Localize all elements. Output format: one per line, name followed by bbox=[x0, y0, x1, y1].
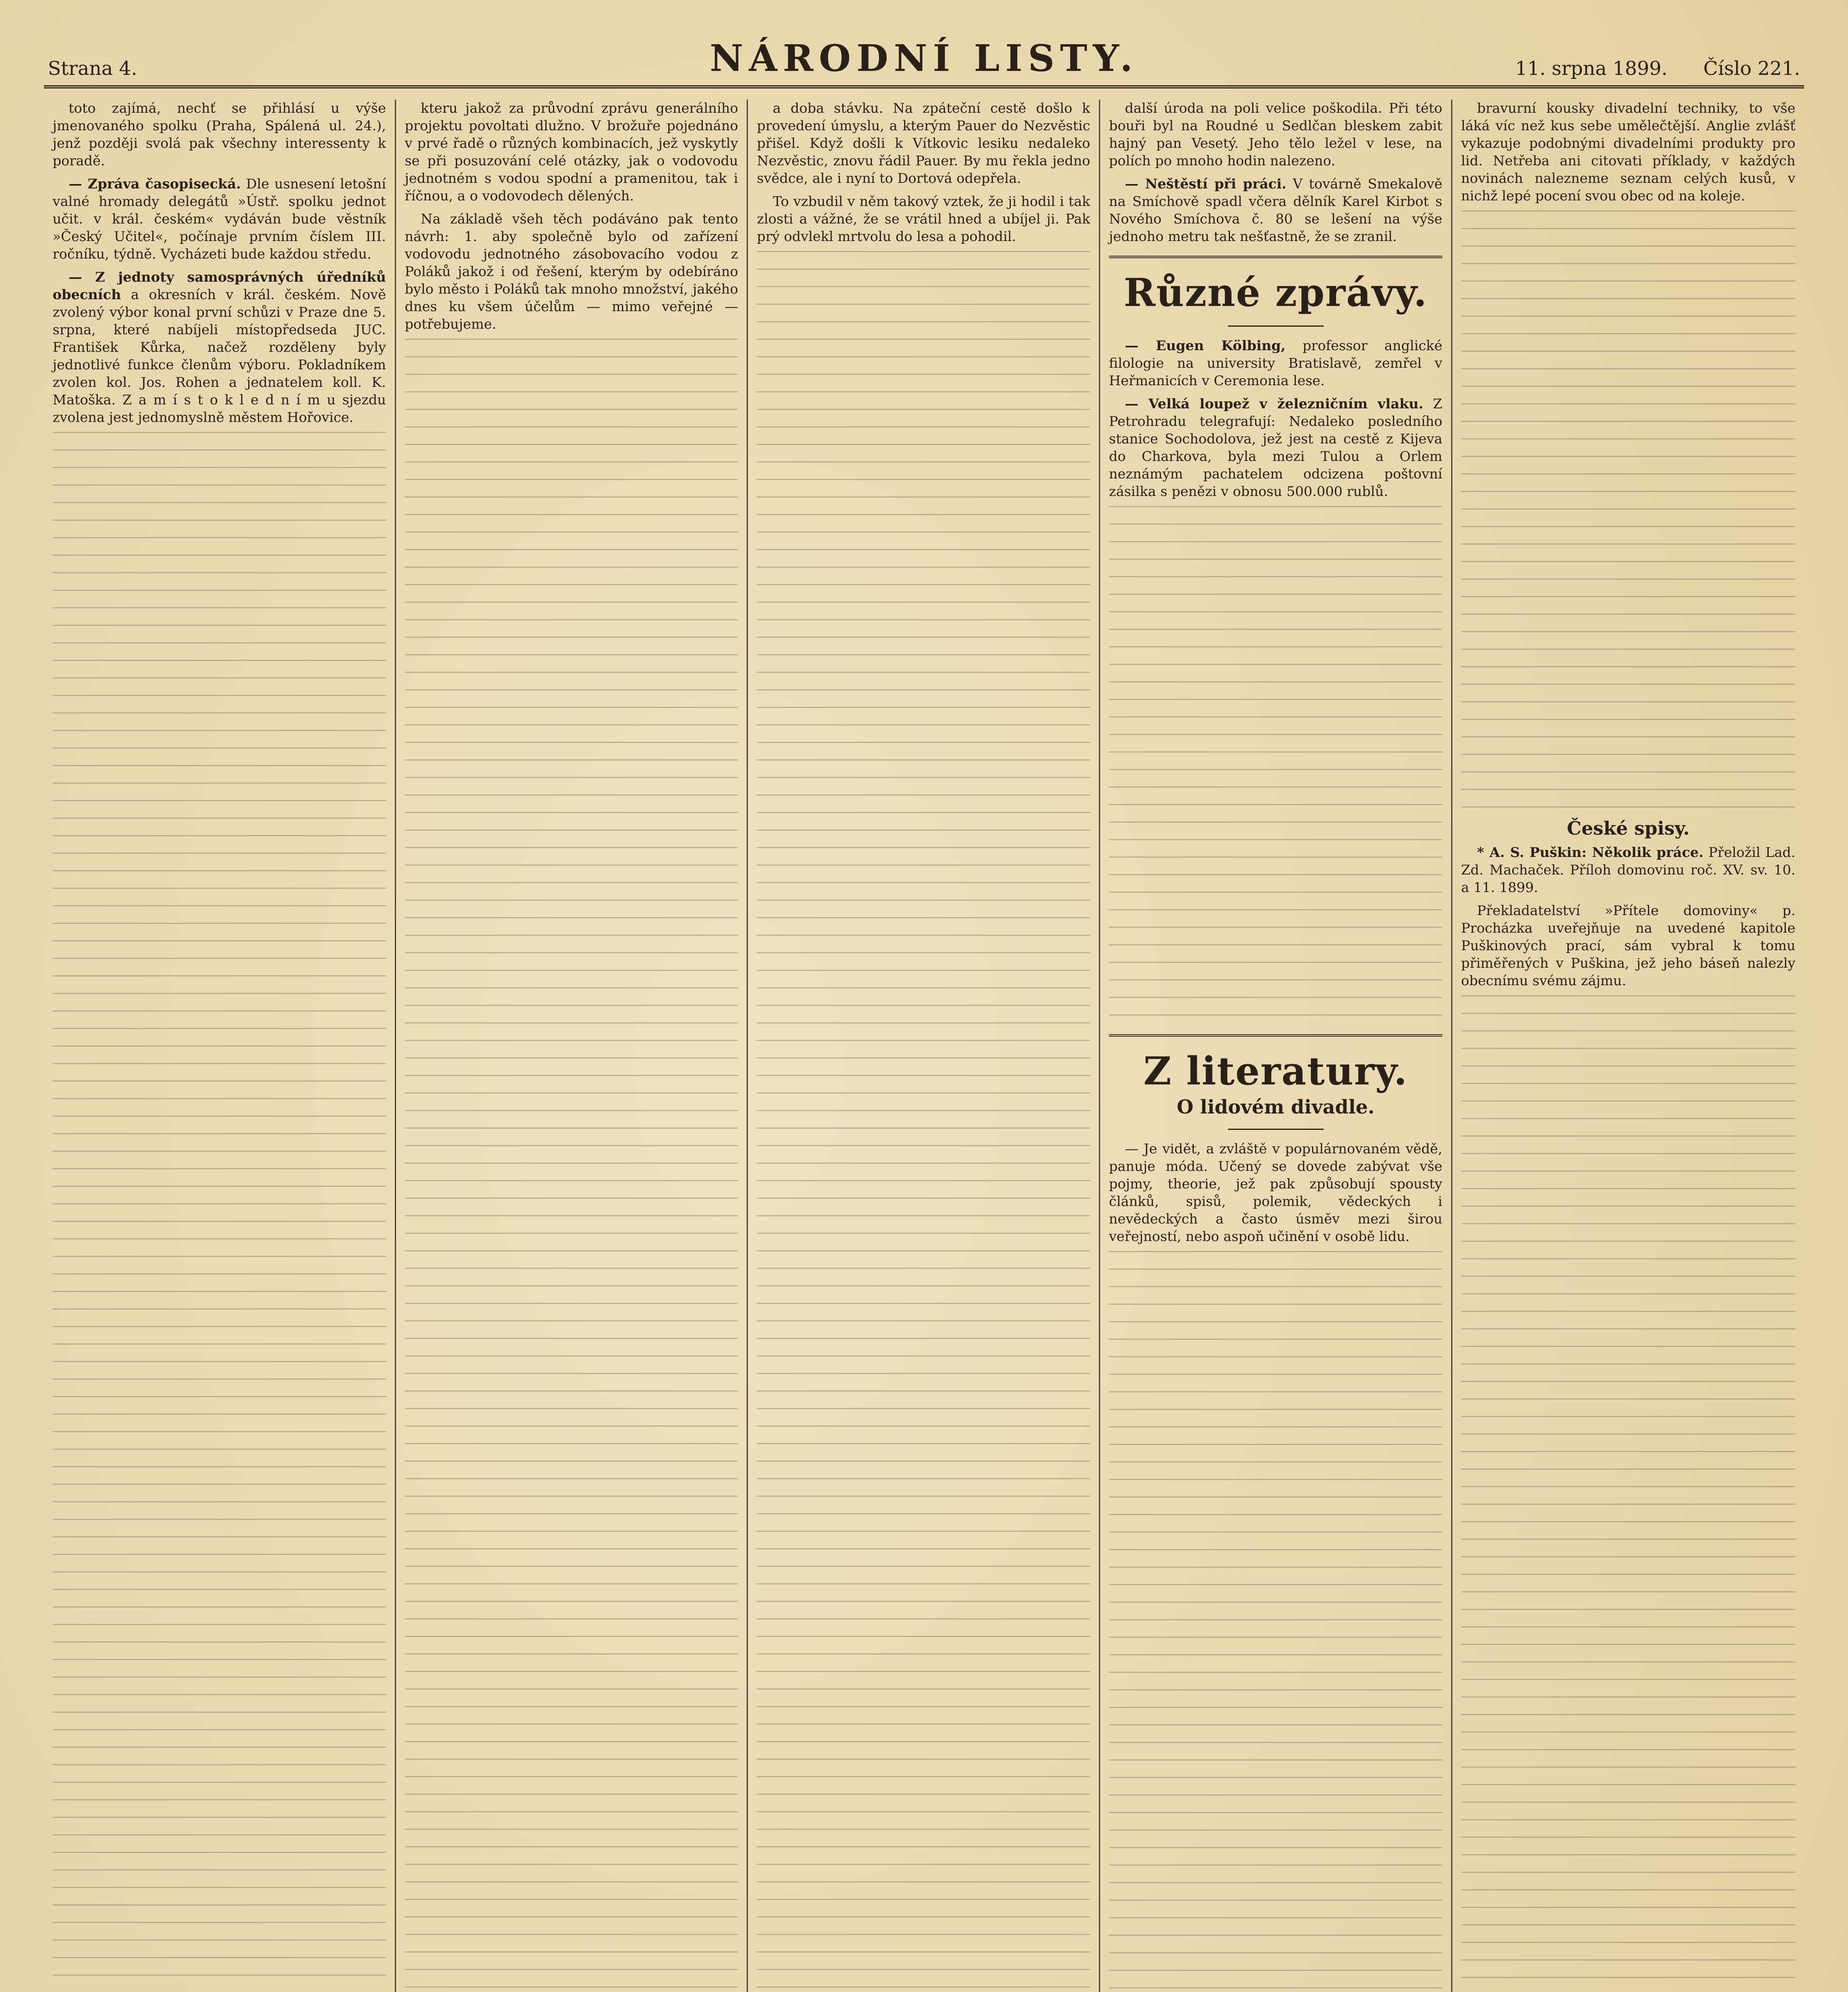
article-paragraph: To vzbudil v něm takový vztek, že ji hodil i tak zlosti a vážné, že se vrátil hned a ubíjel ji. Pak prý odvlekl mrtvolu do lesa a pohodil. bbox=[757, 194, 1091, 245]
article-text: Z Petrohradu telegrafují: Nedaleko posledního stanice Sochodolova, jež jest na cestě z Kijeva do Charkova, byla mezi Tulou a Orlem neznámým pachatelem odcizena poštovní zásilka s penězi v obnosu 500.000 rublů. bbox=[1109, 396, 1442, 500]
article-headline: * A. S. Puškin: Několik práce. bbox=[1477, 845, 1704, 861]
column-2 bbox=[396, 100, 748, 1992]
article-paragraph: a doba stávku. Na zpáteční cestě došlo k provedení úmyslu, a kterým Pauer do Nezvěstic přišel. Když došli k Vítkovic lesiku nedaleko Nezvěstic, znovu řádil Pauer. By mu řekla jedno svědce, ale i nyní to Dortová odepřela. bbox=[757, 100, 1091, 186]
illegible-text-block bbox=[1461, 210, 1795, 808]
article-paragraph: další úroda na poli velice poškodila. Při této bouři byl na Roudné u Sedlčan bleskem zabit hajný pan Vesetý. Jeho tělo ležel v lese, na polích po mnoho hodin nalezeno. bbox=[1109, 100, 1442, 169]
article-text: professor anglické filologie na university Bratislavě, zemřel v Heřmanicích v Ceremonia lese. bbox=[1109, 338, 1442, 389]
article-text: Dle usnesení letošní valné hromady delegátů »Ústř. spolku jednot učit. v král. českém« vydáván bude věstník »Český Učitel«, počínaje prvním číslem III. ročníku, týdně. Vycházeti bude každou středu. bbox=[53, 176, 386, 262]
article-headline: — Z jednoty samosprávných úředníků obecních bbox=[53, 269, 386, 303]
illegible-text-block bbox=[405, 339, 738, 1992]
section-heading-z-literatury: Z literatury. bbox=[1143, 1049, 1408, 1094]
article-text: a okresních v král. českém. Nově zvolený výbor konal první schůzi v Praze dne 5. srpna, které nabíjeli místopředseda JUC. František Kůrka, načež rozděleny byly jednotlivé funkce členům výboru. Pokladníkem zvolen kol. Jos. Rohen a jednatelem koll. K. Matoška. Z a m í s t o k l e d n í m u sjezdu zvolena jest jednomyslně městem Hořovice. bbox=[53, 287, 386, 425]
section-heading-ruzne-zpravy: Různé zprávy. bbox=[1124, 270, 1428, 315]
page-number: Strana 4. bbox=[48, 57, 137, 80]
subsection-heading-ceske-spisy: České spisy. bbox=[1567, 818, 1690, 839]
illegible-text-block bbox=[1109, 1251, 1442, 1992]
section-subheading: O lidovém divadle. bbox=[1177, 1096, 1375, 1118]
article-paragraph: Překladatelství »Přítele domoviny« p. Procházka uveřejňuje na uvedené kapitole Puškinových prací, sám vybral k tomu přiměřených v Puškina, jež jeho báseň nalezly obecnímu svému zájmu. bbox=[1461, 903, 1795, 989]
columns bbox=[44, 100, 1804, 1992]
article-paragraph bbox=[53, 175, 386, 263]
heading-rule bbox=[1228, 325, 1324, 327]
section-divider bbox=[1109, 256, 1442, 258]
article-paragraph: — Je vidět, a zvláště v populárnovaném vědě, panuje móda. Učený se dovede zabývat vše pojmy, theorie, jež pak způsobují spousty článků, spisů, polemik, vědeckých i nevědeckých a často úsměv mezi širou veřejností, nebo aspoň učinění v osobě lidu. bbox=[1109, 1141, 1442, 1245]
article-headline: — Zpráva časopisecká. bbox=[69, 176, 241, 192]
article-paragraph: Na základě všeh těch podáváno pak tento návrh: 1. aby společně bylo od zařízení vodovodu jednotného zásobovacího vodou z Poláků jakož i od řešení, kterým by odebíráno bylo město i Poláků tak mnoho množství, jakého dnes ku všem účelům — mimo veřejné — potřebujeme. bbox=[404, 211, 738, 332]
article-paragraph bbox=[1461, 844, 1795, 896]
illegible-text-block bbox=[757, 251, 1090, 1992]
article-headline: — Velká loupež v železničním vlaku. bbox=[1125, 396, 1424, 412]
masthead bbox=[44, 36, 1804, 88]
article-text: V továrně Smekalově na Smíchově spadl včera dělník Karel Kirbot s Nového Smíchova č. 80 se lešení na výše jednoho metru tak nešťastně, že se zranil. bbox=[1109, 176, 1442, 245]
article-paragraph: bravurní kousky divadelní techniky, to vše láká víc než kus sebe umělečtější. Anglie zvlášť vykazuje podobnými divadelními produkty pro lid. Netřeba ani citovati příklady, v každých novinách nalezneme seznam celých kusů, v nichž lepé pocení svou obec od na koleje. bbox=[1461, 100, 1795, 204]
column-5 bbox=[1452, 100, 1804, 1992]
column-1 bbox=[44, 100, 396, 1992]
column-3 bbox=[748, 100, 1100, 1992]
article-text: Přeložil Lad. Zd. Machaček. Příloh domovinu roč. XV. sv. 10. a 11. 1899. bbox=[1461, 845, 1795, 896]
heading-rule bbox=[1228, 1129, 1324, 1130]
article-paragraph: kteru jakož za průvodní zprávu generálního projektu povoltati dlužno. V brožuře pojednáno v prvé řadě o různých kombinacích, jež vyskytly se při posuzování celé otázky, jak o vodovodu jednotném s vodou spodní a pramenitou, tak i říčnou, a o vodovodech dělených. bbox=[404, 100, 738, 204]
article-paragraph bbox=[53, 269, 386, 426]
article-headline: — Eugen Kölbing, bbox=[1125, 338, 1286, 354]
illegible-text-block bbox=[1109, 506, 1442, 1024]
masthead-right bbox=[1203, 57, 1800, 80]
newspaper-title: NÁRODNÍ LISTY. bbox=[710, 37, 1138, 80]
column-4 bbox=[1100, 100, 1452, 1992]
section-divider bbox=[1109, 1034, 1442, 1037]
article-paragraph bbox=[1109, 337, 1442, 390]
illegible-text-block bbox=[53, 432, 386, 1992]
issue-number: Číslo 221. bbox=[1703, 57, 1800, 80]
article-paragraph bbox=[1109, 395, 1442, 500]
article-paragraph: toto zajímá, nechť se přihlásí u výše jmenovaného spolku (Praha, Spálená ul. 24.), jenž později svolá pak všechny interessenty k poradě. bbox=[53, 100, 386, 169]
article-headline: — Neštěstí při práci. bbox=[1125, 176, 1287, 192]
illegible-text-block bbox=[1461, 995, 1795, 1992]
article-paragraph bbox=[1109, 175, 1442, 245]
issue-date: 11. srpna 1899. bbox=[1515, 57, 1668, 80]
